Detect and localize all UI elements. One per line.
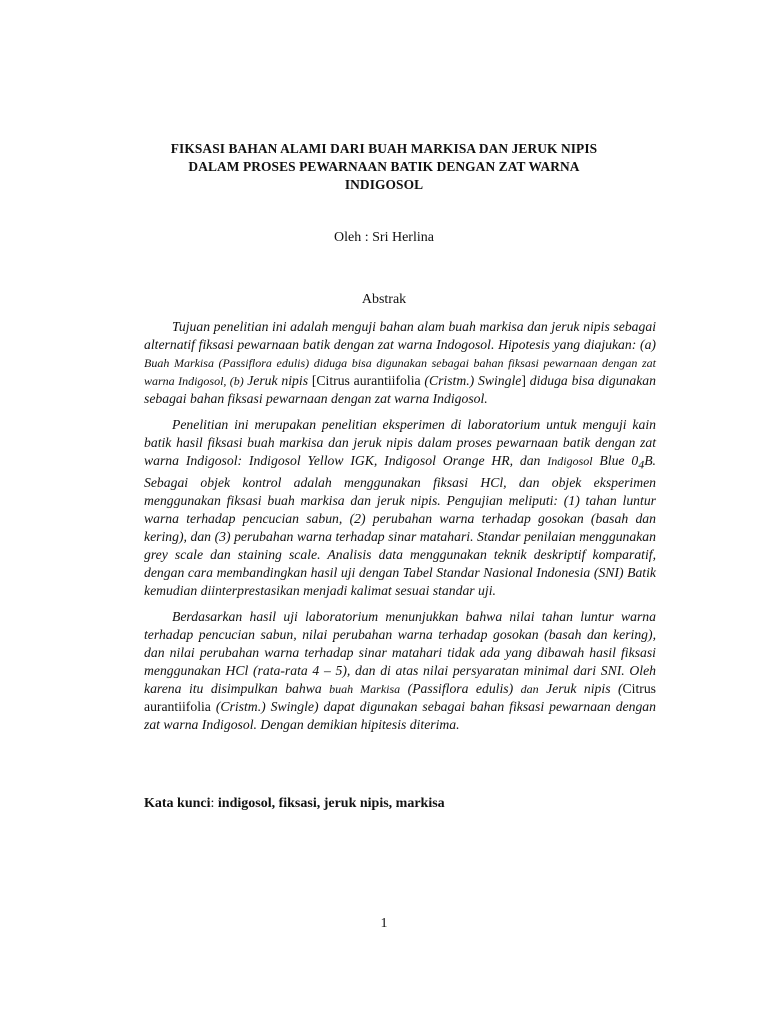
abstract-paragraph-1 — [144, 318, 656, 408]
keywords-line — [144, 795, 656, 813]
author-line: Oleh : Sri Herlina — [334, 230, 434, 245]
title-line-1: FIKSASI BAHAN ALAMI DARI BUAH MARKISA DAN JERUK NIPIS — [170, 141, 598, 156]
abstract-paragraph-3 — [144, 608, 656, 734]
p2-text-a: Penelitian ini merupakan penelitian eksperimen di laboratorium untuk menguji kain batik hasil fiksasi buah markisa dan jeruk nipis dalam proses pewarnaan batik dengan zat warna Indigosol: Indigosol Yellow IGK, Indigosol Orange HR, dan — [144, 417, 656, 468]
p1-text-g: diduga bisa digunakan sebagai bahan fiksasi pewarnaan dengan zat warna Indigosol. — [144, 373, 656, 406]
paper-title — [120, 140, 648, 194]
p3-text-g: (Cristm.) Swingle) dapat digunakan sebagai bahan fiksasi pewarnaan dengan zat warna Indigosol. Dengan demikian hipitesis diterima. — [144, 698, 656, 732]
p3-text-f: Citrus aurantiifolia — [144, 680, 657, 714]
p2-text-b: Indigosol — [547, 454, 593, 468]
p1-text-c: Jeruk nipis — [247, 373, 312, 388]
abstract-body — [144, 318, 656, 742]
keywords-colon: : — [210, 796, 218, 811]
abstract-paragraph-2 — [144, 416, 656, 600]
abstract-heading: Abstrak — [361, 292, 407, 307]
p1-text-a: Tujuan penelitian ini adalah menguji bahan alam buah markisa dan jeruk nipis sebagai alternatif fiksasi pewarnaan batik dengan zat warna Indogosol. Hipotesis yang diajukan: (a) — [144, 319, 656, 352]
p3-text-d: dan — [520, 681, 539, 696]
p1-text-e: (Cristm.) Swingle — [424, 373, 522, 388]
p3-text-e: Jeruk nipis ( — [538, 680, 623, 696]
p3-text-b: buah Markisa — [329, 681, 401, 696]
p3-text-a: Berdasarkan hasil uji laboratorium menunjukkan bahwa nilai tahan luntur warna terhadap pencucian sabun, nilai perubahan warna terhadap gosokan (basah dan kering), dan nilai perubahan warna terhadap sinar matahari tidak ada yang dibawah hasil fiksasi menggunakan HCl (rata-rata 4 – 5), dan di atas nilai persyaratan minimal dari SNI. Oleh karena itu disimpulkan bahwa — [144, 608, 656, 696]
p1-text-d: [Citrus aurantiifolia — [311, 373, 425, 388]
keywords-value: indigosol, fiksasi, jeruk nipis, markisa — [217, 796, 445, 811]
title-line-3: INDIGOSOL — [344, 177, 424, 192]
page-number: 1 — [380, 916, 388, 931]
p2-text-d: B. Sebagai objek kontrol adalah menggunakan fiksasi HCl, dan objek eksperimen menggunakan fiksasi buah markisa dan jeruk nipis. Pengujian meliputi: (1) tahan luntur warna terhadap pencucian sabun, (2) perubahan warna terhadap gosokan (basah dan kering), dan (3) perubahan warna terhadap sinar matahari. Standar penilaian menggunakan grey scale dan staining scale. Analisis data menggunakan teknik deskriptif komparatif, dengan cara membandingkan hasil uji dengan Tabel Standar Nasional Indonesia (SNI) Batik kemudian diinterprestasikan menjadi kalimat sesuai standar uji. — [144, 453, 656, 598]
p2-text-c: Blue 0 — [592, 453, 639, 468]
p2-subscript: 4 — [638, 457, 645, 472]
p3-text-c: (Passiflora edulis) — [400, 680, 521, 696]
title-line-2: DALAM PROSES PEWARNAAN BATIK DENGAN ZAT WARNA — [188, 159, 580, 174]
p1-text-f: ] — [521, 373, 530, 388]
p1-text-b: Buah Markisa (Passiflora edulis) diduga bisa digunakan sebagai bahan fiksasi pewarnaan dengan zat warna Indigosol, (b) — [144, 356, 656, 388]
keywords-label: Kata kunci — [144, 796, 211, 811]
